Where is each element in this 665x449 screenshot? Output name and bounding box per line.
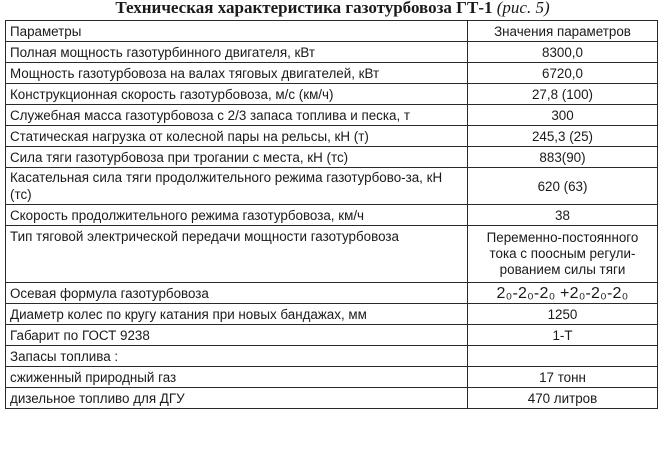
- value-cell: 1250: [468, 304, 658, 325]
- value-cell: 245,3 (25): [468, 126, 658, 147]
- spec-table: [5, 20, 658, 409]
- table-row: [6, 42, 658, 63]
- table-row: [6, 226, 658, 283]
- table-row: [6, 205, 658, 226]
- param-cell: Габарит по ГОСТ 9238: [6, 325, 468, 346]
- title-main: Техническая характеристика газотурбовоза ГТ-1: [115, 0, 493, 17]
- table-row: [6, 105, 658, 126]
- table-row: [6, 304, 658, 325]
- table-row: [6, 325, 658, 346]
- title-figure-ref: (рис. 5): [496, 0, 550, 17]
- value-cell: 620 (63): [468, 168, 658, 205]
- param-cell: Запасы топлива :: [6, 346, 468, 367]
- table-row: [6, 346, 658, 367]
- header-parameters: Параметры: [6, 21, 468, 42]
- value-cell: 8300,0: [468, 42, 658, 63]
- table-header-row: [6, 21, 658, 42]
- header-values: Значения параметров: [468, 21, 658, 42]
- param-cell: Сила тяги газотурбовоза при трогании с места, кН (тс): [6, 147, 468, 168]
- param-cell: сжиженный природный газ: [6, 367, 468, 388]
- param-cell: Осевая формула газотурбовоза: [6, 283, 468, 304]
- value-cell: 470 литров: [468, 388, 658, 409]
- table-row: [6, 283, 658, 304]
- param-cell: Статическая нагрузка от колесной пары на рельсы, кН (т): [6, 126, 468, 147]
- value-cell: 27,8 (100): [468, 84, 658, 105]
- value-cell: 883(90): [468, 147, 658, 168]
- param-cell: Мощность газотурбовоза на валах тяговых двигателей, кВт: [6, 63, 468, 84]
- table-row: [6, 388, 658, 409]
- value-cell: 300: [468, 105, 658, 126]
- param-cell: Касательная сила тяги продолжительного режима газотурбово-за, кН (тс): [6, 168, 468, 205]
- param-cell: Полная мощность газотурбинного двигателя, кВт: [6, 42, 468, 63]
- value-cell: [468, 346, 658, 367]
- table-row: [6, 63, 658, 84]
- value-cell: 17 тонн: [468, 367, 658, 388]
- page-title: [0, 0, 665, 20]
- table-row: [6, 84, 658, 105]
- table-row: [6, 126, 658, 147]
- value-cell: 38: [468, 205, 658, 226]
- param-cell: Служебная масса газотурбовоза с 2/3 запаса топлива и песка, т: [6, 105, 468, 126]
- axle-formula: 2₀-2₀-2₀ +2₀-2₀-2₀: [496, 284, 629, 302]
- value-cell: 6720,0: [468, 63, 658, 84]
- table-row: [6, 147, 658, 168]
- value-cell: [468, 283, 658, 304]
- param-cell: Диаметр колес по кругу катания при новых бандажах, мм: [6, 304, 468, 325]
- value-cell: Переменно-постоянного тока с поосным регули-рованием силы тяги: [468, 226, 658, 283]
- param-cell: Тип тяговой электрической передачи мощности газотурбовоза: [6, 226, 468, 283]
- param-cell: Конструкционная скорость газотурбовоза, м/с (км/ч): [6, 84, 468, 105]
- param-cell: Скорость продолжительного режима газотурбовоза, км/ч: [6, 205, 468, 226]
- table-row: [6, 168, 658, 205]
- value-cell: 1-Т: [468, 325, 658, 346]
- param-cell: дизельное топливо для ДГУ: [6, 388, 468, 409]
- table-row: [6, 367, 658, 388]
